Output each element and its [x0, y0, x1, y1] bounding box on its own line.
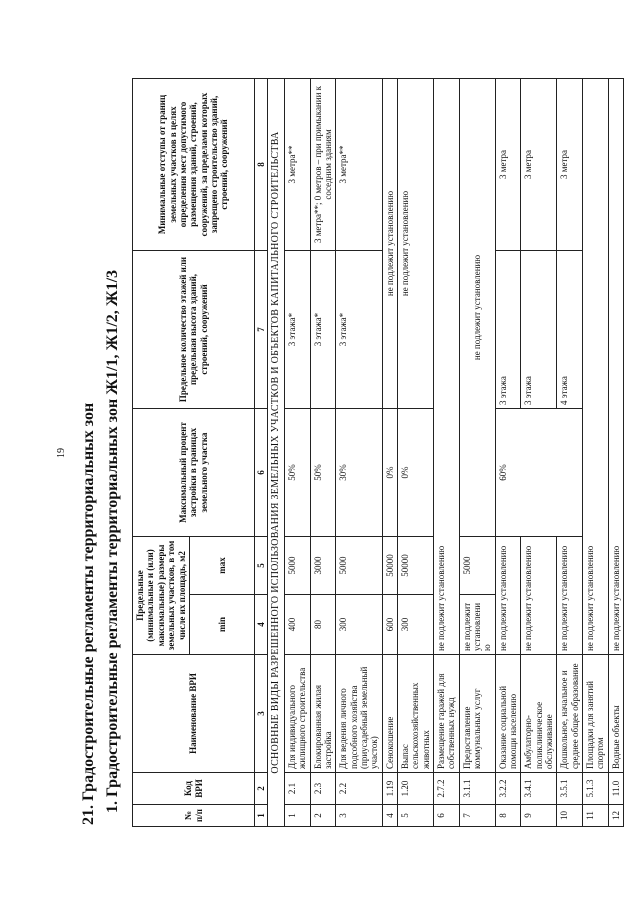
cell-num: 7 [459, 804, 495, 826]
cell-floors-setback: не подлежит установлению [382, 78, 397, 408]
cell-setback: 3 метра** [336, 78, 382, 250]
table-row [336, 78, 382, 826]
cell-name: Оказание социальной помощи населению [495, 654, 521, 772]
cell-min: не подлежит установлению [459, 594, 495, 654]
cell-plot-merged: не подлежит установлению [557, 536, 583, 654]
cell-setback: 3 метра** [284, 78, 310, 250]
cell-num: 1 [284, 804, 310, 826]
cell-coverage: 50% [310, 408, 336, 536]
cell-max: 5000 [336, 536, 382, 594]
header-name: Наименование ВРИ [133, 654, 255, 772]
cell-name: Сенокошение [382, 654, 397, 772]
regulations-table [132, 78, 624, 827]
section-title: ОСНОВНЫЕ ВИДЫ РАЗРЕШЕННОГО ИСПОЛЬЗОВАНИЯ ЗЕМЕЛЬНЫХ УЧАСТКОВ И ОБЪЕКТОВ КАПИТАЛЬНОГО СТРОИТЕЛЬСТВА [268, 78, 285, 826]
subsection-heading: 1. Градостроительные регламенты территориальных зон Ж1/1, Ж1/2, Ж1/3 [104, 269, 121, 813]
col-number: 5 [255, 536, 268, 594]
cell-num: 11 [583, 804, 609, 826]
cell-code: 2.7.2 [433, 772, 459, 804]
cell-floors: 3 этажа [521, 250, 557, 408]
section-heading: 21. Градостроительные регламенты территориальных зон [80, 402, 97, 825]
cell-floors: 4 этажа [557, 250, 583, 408]
table-row [608, 78, 623, 826]
header-num: № п/п [133, 804, 255, 826]
cell-setback: 3 метра [521, 78, 557, 250]
table-row [433, 78, 459, 826]
cell-num: 3 [336, 804, 382, 826]
col-number: 4 [255, 594, 268, 654]
header-setback: Минимальные отступы от границ земельных участков в целях определения мест допустимого размещения зданий, строений, сооружений, за пределами которых запрещено строительство зданий, строений, сооружений [133, 78, 255, 250]
cell-setback: 3 метра**; 0 метров – при примыкании к соседним зданиям [310, 78, 336, 250]
cell-max: 5000 [459, 536, 495, 594]
cell-max: 50000 [397, 536, 433, 594]
cell-floors: 3 этажа* [310, 250, 336, 408]
cell-num: 4 [382, 804, 397, 826]
cell-name: Предоставление коммунальных услуг [459, 654, 495, 772]
section-row [268, 78, 285, 826]
cell-plot-merged: не подлежит установлению [495, 536, 521, 654]
cell-name: Водные объекты [608, 654, 623, 772]
cell-name: Блокированная жилая застройка [310, 654, 336, 772]
table-row [310, 78, 336, 826]
cell-floors: 3 этажа* [336, 250, 382, 408]
header-code: Код ВРИ [133, 772, 255, 804]
cell-code: 11.0 [608, 772, 623, 804]
col-number: 8 [255, 78, 268, 250]
cell-code: 1.19 [382, 772, 397, 804]
col-number: 1 [255, 804, 268, 826]
cell-min: 300 [397, 594, 433, 654]
cell-merged: не подлежит установлению [583, 78, 609, 654]
cell-name: Выпас сельскохозяйственных животных [397, 654, 433, 772]
cell-coverage: 0% [382, 408, 397, 536]
cell-num: 9 [521, 804, 557, 826]
header-min: min [190, 594, 255, 654]
cell-min: 400 [284, 594, 310, 654]
table-row [284, 78, 310, 826]
column-numbers-row [255, 78, 268, 826]
cell-min: 600 [382, 594, 397, 654]
table-body [255, 78, 624, 826]
cell-code: 3.2.2 [495, 772, 521, 804]
header-max: max [190, 536, 255, 594]
cell-merged: не подлежит установлению [608, 78, 623, 654]
cell-floors: 3 этажа* [284, 250, 310, 408]
cell-floors-setback: не подлежит установлению [397, 78, 433, 408]
cell-num: 6 [433, 804, 459, 826]
col-number: 3 [255, 654, 268, 772]
cell-setback: 3 метра [557, 78, 583, 250]
table-row [459, 78, 495, 826]
cell-code: 1.20 [397, 772, 433, 804]
header-plot-size: Предельные (минимальные и (или) максимальные) размеры земельных участков, в том числе их площадь, м2 [133, 536, 190, 654]
cell-code: 5.1.3 [583, 772, 609, 804]
cell-plot-merged: не подлежит установлению [521, 536, 557, 654]
cell-code: 2.1 [284, 772, 310, 804]
cell-code: 2.2 [336, 772, 382, 804]
cell-max: 50000 [382, 536, 397, 594]
cell-name: Размещение гаражей для собственных нужд [433, 654, 459, 772]
cell-name: Для индивидуального жилищного строительства [284, 654, 310, 772]
cell-setback: 3 метра [495, 78, 521, 250]
cell-name: Дошкольное, начальное и среднее общее образование [557, 654, 583, 772]
cell-max: 3000 [310, 536, 336, 594]
table-row [382, 78, 397, 826]
cell-coverage: 0% [397, 408, 433, 536]
cell-coverage: 60% [495, 408, 582, 536]
cell-code: 2.3 [310, 772, 336, 804]
cell-code: 3.4.1 [521, 772, 557, 804]
cell-min: 300 [336, 594, 382, 654]
cell-num: 10 [557, 804, 583, 826]
cell-min: 80 [310, 594, 336, 654]
cell-merged: не подлежит установлению [459, 78, 495, 536]
cell-max: 5000 [284, 536, 310, 594]
cell-num: 12 [608, 804, 623, 826]
header-floors: Предельное количество этажей или предельная высота зданий, строений, сооружений [133, 250, 255, 408]
col-number: 2 [255, 772, 268, 804]
cell-code: 3.1.1 [459, 772, 495, 804]
cell-num: 5 [397, 804, 433, 826]
cell-coverage: 30% [336, 408, 382, 536]
header-coverage: Максимальный процент застройки в границах земельного участка [133, 408, 255, 536]
cell-merged: не подлежит установлению [433, 78, 459, 654]
cell-floors: 3 этажа [495, 250, 521, 408]
cell-coverage: 50% [284, 408, 310, 536]
table-row [495, 78, 521, 826]
cell-name: Площадки для занятий спортом [583, 654, 609, 772]
table-row [583, 78, 609, 826]
page-number: 19 [56, 447, 67, 458]
rotated-page [50, 73, 621, 833]
col-number: 6 [255, 408, 268, 536]
cell-num: 2 [310, 804, 336, 826]
cell-name: Амбулаторно-поликлиническое обслуживание [521, 654, 557, 772]
col-number: 7 [255, 250, 268, 408]
cell-num: 8 [495, 804, 521, 826]
cell-code: 3.5.1 [557, 772, 583, 804]
table-row [397, 78, 433, 826]
cell-name: Для ведения личного подсобного хозяйства (приусадебный земельный участок) [336, 654, 382, 772]
